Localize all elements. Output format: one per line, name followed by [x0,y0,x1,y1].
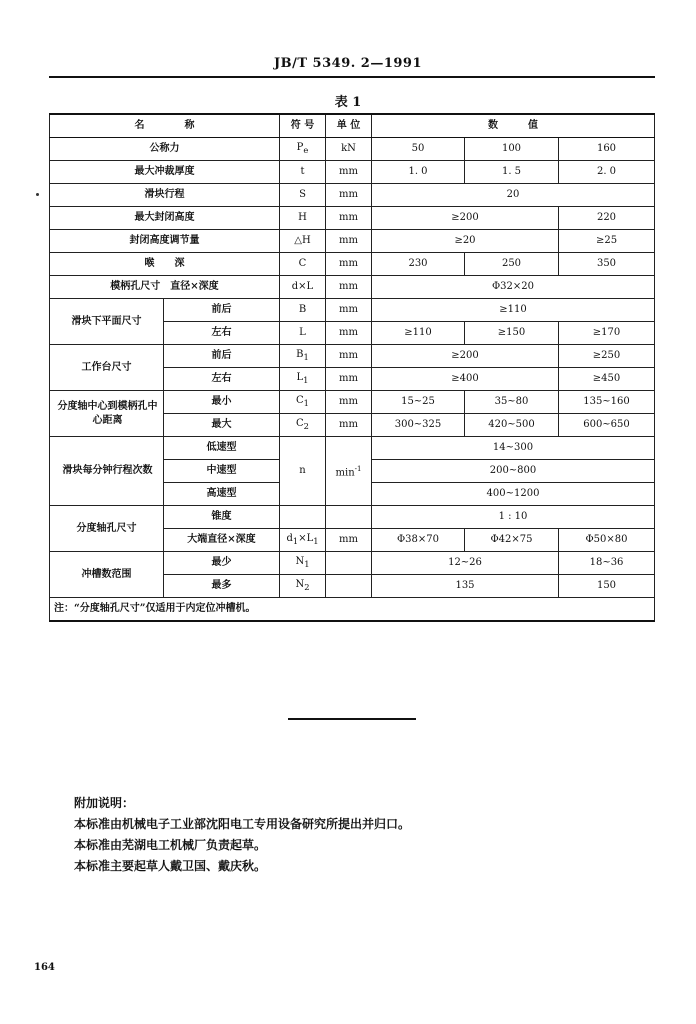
row-name: 滑块行程 [50,184,280,207]
row-name: 封闭高度调节量 [50,230,280,253]
table-header-row [50,114,655,138]
table-row [50,207,655,230]
row-value: 230 [372,253,465,276]
row-sub-label: 左右 [164,322,280,345]
appendix-line: 本标准主要起草人戴卫国、戴庆秋。 [74,859,267,873]
row-unit: mm [326,529,372,552]
appendix-line: 本标准由机械电子工业部沈阳电工专用设备研究所提出并归口。 [74,817,411,831]
row-sub-label: 最小 [164,391,280,414]
row-value: 14~300 [372,437,655,460]
row-value: 1. 5 [465,161,559,184]
row-value: 300~325 [372,414,465,437]
row-value: Φ42×75 [465,529,559,552]
row-symbol: $C_1$ [280,391,326,414]
row-name: 最大封闭高度 [50,207,280,230]
row-sub-label: 最多 [164,575,280,598]
row-value: ≥25 [559,230,655,253]
row-group-name: 滑块每分钟行程次数 [50,437,164,506]
table-row [50,299,655,322]
row-unit: mm [326,230,372,253]
row-value: 420~500 [465,414,559,437]
row-value: 1 : 10 [372,506,655,529]
header-unit: 单 位 [326,114,372,138]
row-value: 350 [559,253,655,276]
row-unit: mm [326,184,372,207]
table-note: 注：“分度轴孔尺寸”仅适用于内定位冲槽机。 [50,598,655,622]
table-row [50,276,655,299]
row-unit [326,552,372,575]
row-symbol [280,506,326,529]
table-title: 表 1 [334,95,362,110]
row-symbol: H [280,207,326,230]
row-value: ≥250 [559,345,655,368]
row-value: Φ50×80 [559,529,655,552]
appendix-notes [74,793,410,877]
row-symbol: C [280,253,326,276]
row-value: 200~800 [372,460,655,483]
table-row [50,230,655,253]
table-row [50,437,655,460]
page-number: 164 [34,962,55,973]
row-sub-label: 高速型 [164,483,280,506]
table-row [50,184,655,207]
row-value: 18~36 [559,552,655,575]
table-row [50,391,655,414]
row-value: 2. 0 [559,161,655,184]
row-symbol: L [280,322,326,345]
row-group-name: 冲槽数范围 [50,552,164,598]
row-value: 15~25 [372,391,465,414]
row-value: 35~80 [465,391,559,414]
row-value: ≥450 [559,368,655,391]
row-value: ≥200 [372,345,559,368]
table-note-row [50,598,655,622]
table-row [50,161,655,184]
row-value: 100 [465,138,559,161]
row-symbol: t [280,161,326,184]
row-value: ≥200 [372,207,559,230]
row-name: 喉 深 [50,253,280,276]
row-value: 400~1200 [372,483,655,506]
row-symbol: $N_2$ [280,575,326,598]
row-value: 135~160 [559,391,655,414]
row-sub-label: 左右 [164,368,280,391]
row-unit: mm [326,322,372,345]
row-value: ≥20 [372,230,559,253]
row-unit: $\min^{-1}$ [326,437,372,506]
table-row [50,345,655,368]
row-unit: mm [326,276,372,299]
row-sub-label: 最大 [164,414,280,437]
row-unit: mm [326,299,372,322]
row-value: ≥110 [372,322,465,345]
row-group-name: 滑块下平面尺寸 [50,299,164,345]
row-value: 12~26 [372,552,559,575]
row-value: 160 [559,138,655,161]
row-value: 250 [465,253,559,276]
row-value: 50 [372,138,465,161]
table-row [50,506,655,529]
row-unit: mm [326,414,372,437]
row-symbol: $d_1\times L_1$ [280,529,326,552]
row-symbol: $P_e$ [280,138,326,161]
row-value: Φ32×20 [372,276,655,299]
row-symbol: $L_1$ [280,368,326,391]
row-symbol: B [280,299,326,322]
row-sub-label: 最少 [164,552,280,575]
row-value: ≥170 [559,322,655,345]
spec-table [49,113,655,622]
row-name: 公称力 [50,138,280,161]
row-sub-label: 锥度 [164,506,280,529]
section-divider [288,718,416,720]
row-value: 220 [559,207,655,230]
row-value: 150 [559,575,655,598]
header-values: 数 值 [372,114,655,138]
row-symbol: n [280,437,326,506]
row-unit [326,575,372,598]
header-rule [49,76,655,78]
row-symbol: $C_2$ [280,414,326,437]
appendix-line: 本标准由芜湖电工机械厂负责起草。 [74,838,267,852]
header-symbol: 符 号 [280,114,326,138]
row-sub-label: 中速型 [164,460,280,483]
row-symbol: S [280,184,326,207]
row-value: 20 [372,184,655,207]
row-unit: mm [326,368,372,391]
row-sub-label: 前后 [164,345,280,368]
row-value: 600~650 [559,414,655,437]
row-value: ≥110 [372,299,655,322]
row-name: 模柄孔尺寸 直径×深度 [50,276,280,299]
row-symbol: △H [280,230,326,253]
header-name: 名 称 [50,114,280,138]
row-unit: mm [326,161,372,184]
row-unit: mm [326,253,372,276]
row-unit: kN [326,138,372,161]
row-value: ≥400 [372,368,559,391]
row-sub-label: 大端直径×深度 [164,529,280,552]
row-group-name: 工作台尺寸 [50,345,164,391]
row-symbol: d×L [280,276,326,299]
row-unit [326,506,372,529]
table-row [50,552,655,575]
table-row [50,253,655,276]
scan-speck [36,193,39,196]
row-value: 1. 0 [372,161,465,184]
appendix-title: 附加说明： [74,796,135,810]
row-value: Φ38×70 [372,529,465,552]
row-group-name: 分度轴孔尺寸 [50,506,164,552]
row-symbol: $B_1$ [280,345,326,368]
document-code: JB/T 5349. 2—1991 [273,56,423,71]
table-row [50,138,655,161]
row-value: ≥150 [465,322,559,345]
row-group-name: 分度轴中心到模柄孔中心距离 [50,391,164,437]
row-unit: mm [326,207,372,230]
row-sub-label: 低速型 [164,437,280,460]
row-value: 135 [372,575,559,598]
row-name: 最大冲裁厚度 [50,161,280,184]
row-unit: mm [326,345,372,368]
row-sub-label: 前后 [164,299,280,322]
row-symbol: $N_1$ [280,552,326,575]
row-unit: mm [326,391,372,414]
